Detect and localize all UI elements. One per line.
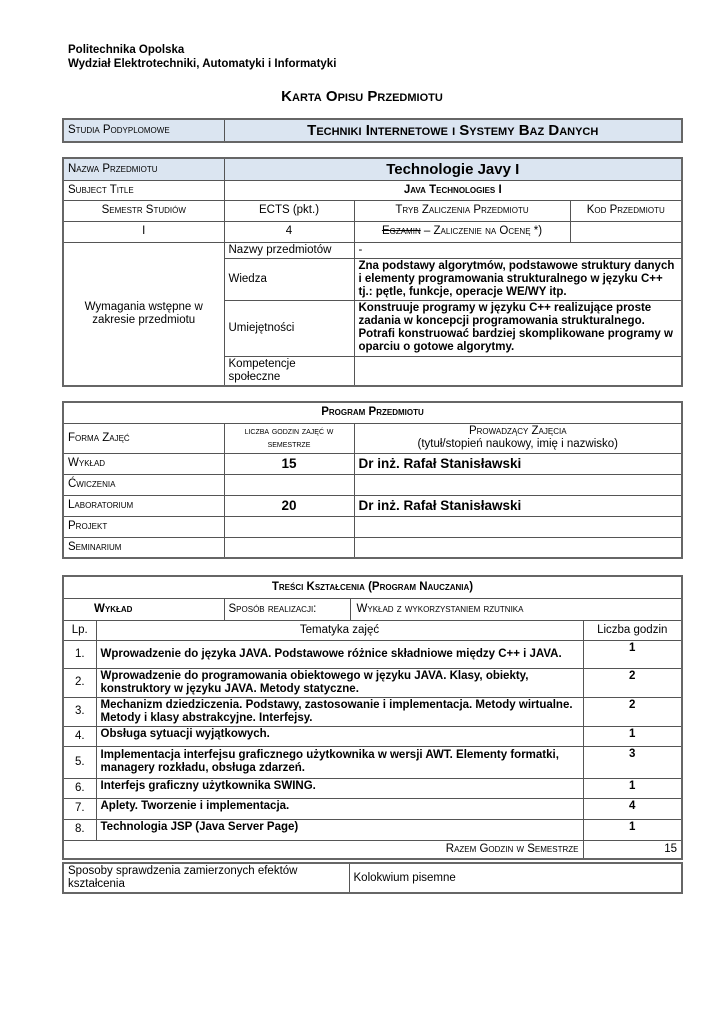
- col-topic: Tematyka zajęć: [96, 620, 583, 640]
- topic-cell: Wprowadzenie do programowania obiektowego w języku JAVA. Klasy, obiekty, konstruktory w języku JAVA. Metody statyczne.: [96, 668, 583, 697]
- lp-cell: 7.: [63, 798, 96, 819]
- institution-header: [68, 43, 336, 71]
- faculty-name: Wydział Elektrotechniki, Automatyki i Informatyki: [68, 58, 337, 70]
- content-table: [62, 575, 683, 860]
- ects-value: 4: [224, 221, 354, 242]
- code-label: Kod Przedmiotu: [570, 200, 682, 221]
- hours-cell: [224, 474, 354, 495]
- col-lp: Lp.: [63, 620, 96, 640]
- col-hours: liczba godzin zajęć w semestrze: [224, 423, 354, 453]
- hours-cell: [224, 537, 354, 558]
- code-value: [570, 221, 682, 242]
- lp-cell: 8.: [63, 819, 96, 840]
- subject-title-label: Subject Title: [63, 180, 224, 200]
- content-title: Treści Kształcenia (Program Nauczania): [63, 576, 682, 598]
- hours-cell: 2: [583, 668, 682, 697]
- hours-cell: [224, 516, 354, 537]
- form-cell: Projekt: [63, 516, 224, 537]
- form-cell: Laboratorium: [63, 495, 224, 516]
- total-value: 15: [583, 840, 682, 859]
- subject-table: [62, 157, 683, 387]
- hours-cell: 1: [583, 726, 682, 746]
- semester-label: Semestr Studiów: [63, 200, 224, 221]
- lp-cell: 1.: [63, 640, 96, 668]
- hours-cell: 15: [224, 453, 354, 474]
- req-value: Konstruuje programy w języku C++ realizujące proste zadania w koncepcji programowania strukturalnego. Potrafi konstruować bardziej skomplikowane programy w oparciu o gotowe algorytmy.: [354, 300, 682, 356]
- req-value: Zna podstawy algorytmów, podstawowe struktury danych i elementy programowania strukturalnego w języku C++ tj.: pętle, funkcje, operacje WE/WY itp.: [354, 258, 682, 300]
- lp-cell: 2.: [63, 668, 96, 697]
- col-form: Forma Zajęć: [63, 423, 224, 453]
- mode-label: Tryb Zaliczenia Przedmiotu: [354, 200, 570, 221]
- subject-name-value: Technologie Javy I: [224, 158, 682, 180]
- verification-table: [62, 862, 683, 894]
- teacher-cell: [354, 516, 682, 537]
- col-teacher-sub: (tytuł/stopień naukowy, imię i nazwisko): [417, 438, 618, 450]
- hours-cell: 20: [224, 495, 354, 516]
- studies-table: [62, 118, 683, 143]
- req-label: Kompetencje społeczne: [224, 356, 354, 386]
- teacher-cell: [354, 474, 682, 495]
- topic-cell: Wprowadzenie do języka JAVA. Podstawowe różnice składniowe między C++ i JAVA.: [96, 640, 583, 668]
- topic-cell: Obsługa sytuacji wyjątkowych.: [96, 726, 583, 746]
- semester-value: I: [63, 221, 224, 242]
- form-cell: Wykład: [63, 453, 224, 474]
- form-cell: Ćwiczenia: [63, 474, 224, 495]
- topic-cell: Mechanizm dziedziczenia. Podstawy, zastosowanie i implementacja. Metody wirtualne. Metody i klasy abstrakcyjne. Interfejsy.: [96, 697, 583, 726]
- col-teacher: [354, 423, 682, 453]
- mode-struck: Egzamin: [381, 225, 421, 237]
- lp-cell: 6.: [63, 778, 96, 798]
- form-cell: Seminarium: [63, 537, 224, 558]
- req-label: Wiedza: [224, 258, 354, 300]
- topic-cell: Aplety. Tworzenie i implementacja.: [96, 798, 583, 819]
- hours-cell: 1: [583, 640, 682, 668]
- mode-value: [354, 221, 570, 242]
- program-title: Program Przedmiotu: [63, 402, 682, 423]
- req-value: -: [354, 242, 682, 258]
- subject-title-value: Java Technologies I: [224, 180, 682, 200]
- hours-cell: 2: [583, 697, 682, 726]
- method-label: Sposób realizacji:: [225, 599, 351, 620]
- teacher-cell: [354, 537, 682, 558]
- lp-cell: 5.: [63, 746, 96, 778]
- total-label: Razem Godzin w Semestrze: [63, 840, 583, 859]
- topic-cell: Implementacja interfejsu graficznego użytkownika w wersji AWT. Elementy formatki, managery rozkładu, obsługa zdarzeń.: [96, 746, 583, 778]
- studies-label: Studia Podyplomowe: [63, 119, 224, 142]
- topic-cell: Technologia JSP (Java Server Page): [96, 819, 583, 840]
- hours-cell: 1: [583, 819, 682, 840]
- method-cell: [224, 598, 682, 620]
- req-label: Nazwy przedmiotów: [224, 242, 354, 258]
- col-teacher-title: Prowadzący Zajęcia: [468, 425, 567, 437]
- topic-cell: Interfejs graficzny użytkownika SWING.: [96, 778, 583, 798]
- teacher-cell: Dr inż. Rafał Stanisławski: [354, 453, 682, 474]
- document-title: Karta Opisu Przedmiotu: [281, 88, 443, 105]
- mode-rest: – Zaliczenie na Ocenę *): [420, 225, 543, 237]
- col-hours: Liczba godzin: [583, 620, 682, 640]
- hours-cell: 3: [583, 746, 682, 778]
- teacher-cell: Dr inż. Rafał Stanisławski: [354, 495, 682, 516]
- hours-cell: 4: [583, 798, 682, 819]
- lp-cell: 4.: [63, 726, 96, 746]
- requirements-label: Wymagania wstępne w zakresie przedmiotu: [63, 242, 224, 386]
- lp-cell: 3.: [63, 697, 96, 726]
- req-label: Umiejętności: [224, 300, 354, 356]
- studies-value: Techniki Internetowe i Systemy Baz Danych: [224, 119, 682, 142]
- method-value: Wykład z wykorzystaniem rzutnika: [356, 602, 524, 615]
- hours-cell: 1: [583, 778, 682, 798]
- req-value: [354, 356, 682, 386]
- verify-label: Sposoby sprawdzenia zamierzonych efektów kształcenia: [63, 863, 349, 893]
- verify-value: Kolokwium pisemne: [349, 863, 682, 893]
- program-table: [62, 401, 683, 559]
- ects-label: ECTS (pkt.): [224, 200, 354, 221]
- subject-name-label: Nazwa Przedmiotu: [63, 158, 224, 180]
- university-name: Politechnika Opolska: [68, 44, 185, 56]
- content-type: Wykład: [63, 598, 224, 620]
